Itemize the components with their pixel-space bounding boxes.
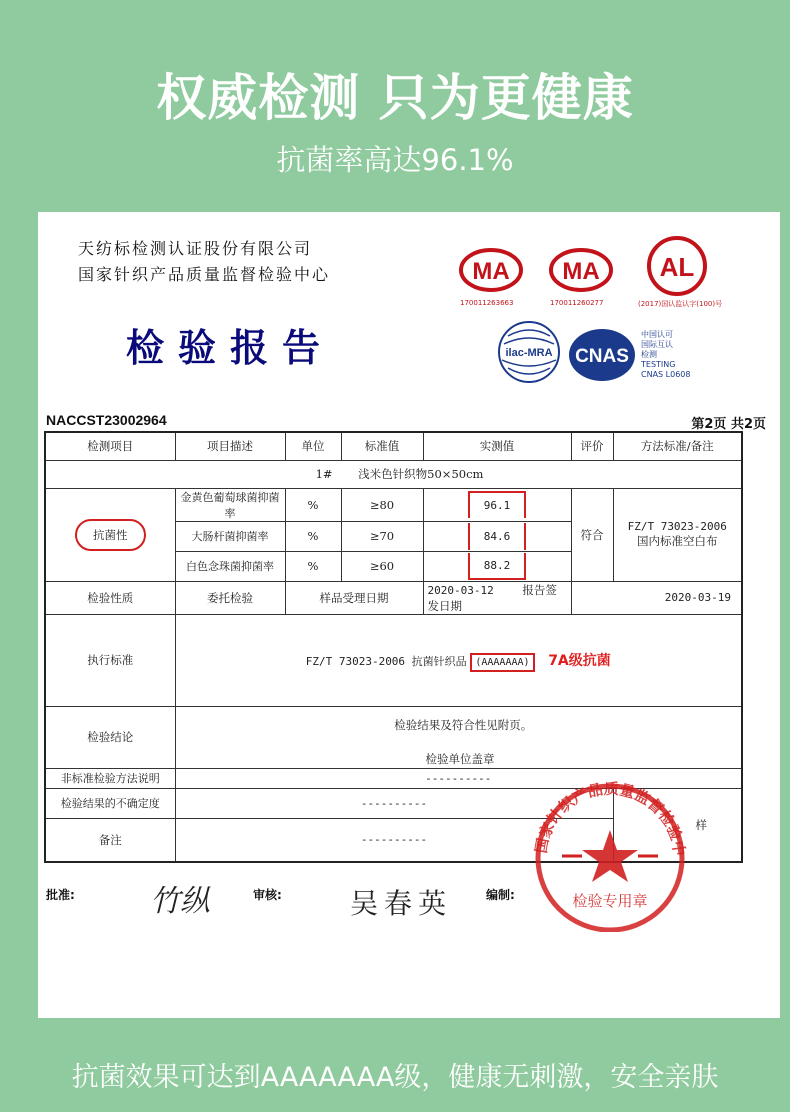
- uncertainty-value: ----------: [175, 788, 613, 818]
- footer-text: 抗菌效果可达到AAAAAAA级，健康无刺激，安全亲肤: [71, 1062, 719, 1093]
- ma-logo-2: [548, 242, 618, 304]
- compile-label: 编制:: [486, 888, 515, 902]
- page-info: 第2页 共2页: [691, 417, 766, 432]
- nature-value: 委托检验: [175, 581, 285, 614]
- nonstd-label: 非标准检验方法说明: [45, 768, 175, 788]
- method-standard: FZ/T 73023-2006: [627, 520, 727, 533]
- seal-bottom-text: 检验专用章: [572, 892, 648, 910]
- page-title: 权威检测 只为更健康: [156, 69, 634, 127]
- cnas-logo: [566, 324, 638, 390]
- grade-highlight: 7A级抗菌: [548, 653, 611, 669]
- test-item-label: 抗菌性: [75, 519, 146, 551]
- received-label: 样品受理日期: [285, 581, 423, 614]
- al-logo: [644, 234, 710, 302]
- nature-label: 检验性质: [45, 581, 175, 614]
- approve-label: 批准:: [46, 888, 75, 902]
- document-title: 检验报告: [126, 325, 335, 370]
- nonstd-value: ----------: [175, 768, 742, 788]
- evaluation: 符合: [571, 488, 613, 581]
- row-standard: ≥70: [341, 521, 423, 551]
- row-measured: 84.6: [468, 523, 526, 550]
- ma-logo-2-text: MA: [562, 258, 600, 285]
- header-cell: 标准值: [341, 432, 423, 460]
- stamp-label: 检验单位盖章: [425, 751, 495, 766]
- conclusion-value: 检验结果及符合性见附页。: [394, 717, 533, 732]
- nature-row: [45, 581, 742, 614]
- al-logo-code: (2017)国认监认字(100)号: [638, 300, 723, 308]
- issued-label: 报告签发日期: [427, 582, 557, 613]
- standard-row: [45, 614, 742, 706]
- ma-logo-2-code: 170011260277: [550, 299, 604, 307]
- org-name-line2: 国家针织产品质量监督检验中心: [78, 265, 331, 284]
- sample-number: 1#: [315, 467, 333, 481]
- cnas-logo-text: CNAS: [575, 346, 629, 367]
- review-label: 审核:: [253, 888, 282, 902]
- row-measured: 96.1: [468, 491, 526, 518]
- remark-label: 备注: [45, 818, 175, 862]
- standard-label: 执行标准: [45, 614, 175, 706]
- table-row: [45, 488, 742, 521]
- row-measured: 88.2: [468, 553, 526, 580]
- uncertainty-label: 检验结果的不确定度: [45, 788, 175, 818]
- row-standard: ≥60: [341, 551, 423, 581]
- report-document: [38, 212, 780, 1018]
- page-subtitle: 抗菌率高达96.1%: [276, 143, 514, 177]
- approve-signature: 竹纵: [150, 884, 210, 919]
- header-cell: 评价: [571, 432, 613, 460]
- method-note: 国内标准空白布: [637, 534, 718, 548]
- org-name-line1: 天纺标检测认证股份有限公司: [78, 239, 313, 258]
- seal-text: 国家针织产品质量监督检验中: [531, 779, 689, 858]
- ilac-logo-text: ilac-MRA: [505, 347, 553, 359]
- row-desc: 白色念珠菌抑菌率: [175, 551, 285, 581]
- conclusion-label: 检验结论: [45, 706, 175, 768]
- grade-box: (AAAAAAA): [470, 653, 534, 672]
- table-header-row: [45, 432, 742, 460]
- row-unit: %: [285, 521, 341, 551]
- sample-description: 浅米色针织物50×50cm: [358, 467, 484, 481]
- row-desc: 大肠杆菌抑菌率: [175, 521, 285, 551]
- ma-logo-1-text: MA: [472, 258, 510, 285]
- row-unit: %: [285, 488, 341, 521]
- ilac-mra-logo: [496, 314, 562, 394]
- sample-row: [45, 460, 742, 488]
- header-cell: 检测项目: [45, 432, 175, 460]
- row-standard: ≥80: [341, 488, 423, 521]
- header-cell: 单位: [285, 432, 341, 460]
- ma-logo-1-code: 170011263663: [460, 299, 514, 307]
- header-cell: 项目描述: [175, 432, 285, 460]
- row-unit: %: [285, 551, 341, 581]
- side-text: 样: [613, 788, 742, 862]
- report-number: NACCST23002964: [46, 412, 167, 428]
- issued-date: 2020-03-19: [571, 581, 742, 614]
- conclusion-row: [45, 706, 742, 768]
- header-cell: 方法标准/备注: [613, 432, 742, 460]
- standard-value: FZ/T 73023-2006 抗菌针织品: [305, 655, 467, 668]
- review-signature: 吴春英: [350, 887, 453, 920]
- al-logo-text: AL: [659, 252, 695, 282]
- row-desc: 金黄色葡萄球菌抑菌率: [175, 488, 285, 521]
- header-cell: 实测值: [423, 432, 571, 460]
- received-date: 2020-03-12: [427, 583, 494, 597]
- cnas-caption: 中国认可 国际互认 检测 TESTING CNAS L0608: [641, 330, 691, 379]
- ma-logo-1: [458, 242, 528, 304]
- official-seal: [522, 772, 698, 936]
- remark-value: ----------: [175, 818, 613, 862]
